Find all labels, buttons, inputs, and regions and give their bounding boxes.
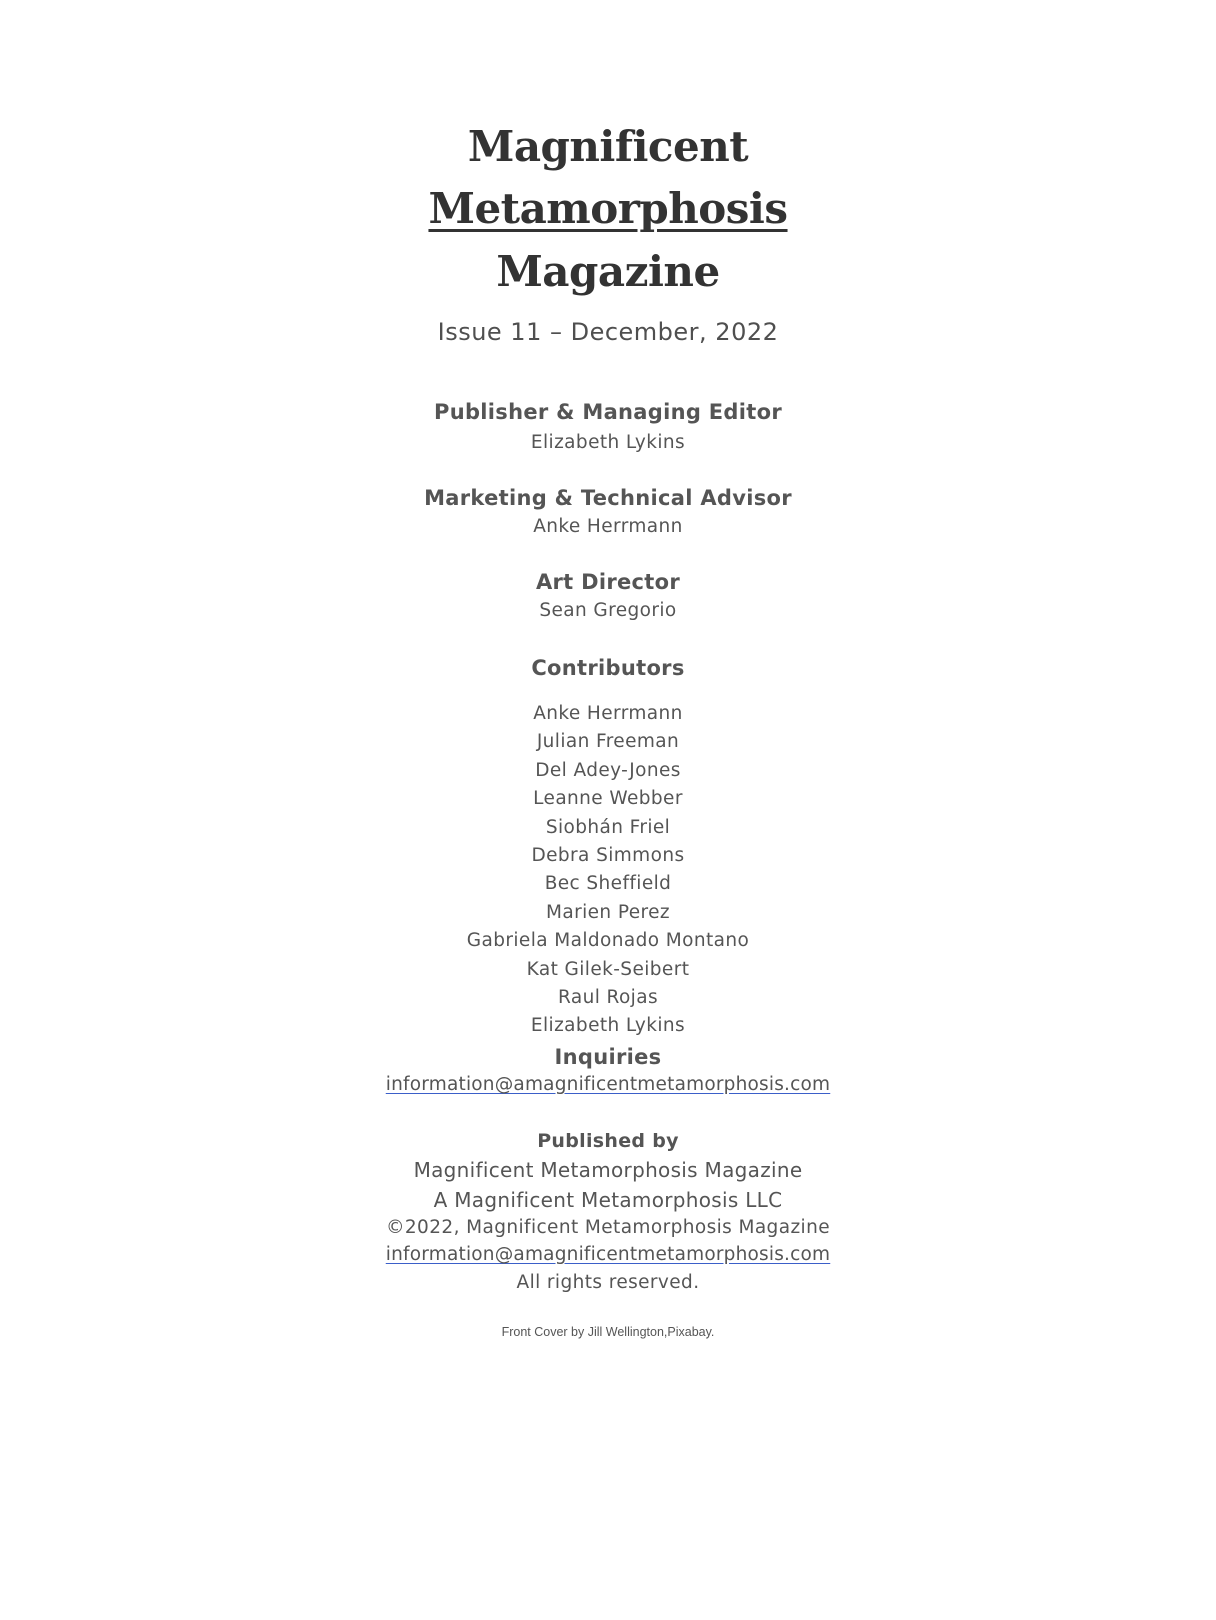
- contributor-item: Gabriela Maldonado Montano: [466, 930, 750, 952]
- contributor-item: Raul Rojas: [558, 986, 658, 1008]
- role-marketing-advisor: Marketing & Technical Advisor: [424, 486, 792, 510]
- cover-credit: Front Cover by Jill Wellington,Pixabay.: [501, 1325, 715, 1339]
- contributor-item: Debra Simmons: [531, 844, 685, 866]
- contributor-item: Leanne Webber: [533, 788, 683, 810]
- contributor-item: Siobhán Friel: [545, 816, 671, 838]
- magazine-title-line-2-text: Metamorphosis: [428, 184, 788, 233]
- inquiries-heading: Inquiries: [554, 1045, 662, 1069]
- contributor-item: Bec Sheffield: [544, 873, 672, 895]
- rights-reserved: All rights reserved.: [516, 1272, 700, 1293]
- role-art-director: Art Director: [535, 570, 681, 594]
- publisher-email-link[interactable]: information@amagnificentmetamorphosis.com: [385, 1244, 831, 1265]
- copyright-line: ©2022, Magnificent Metamorphosis Magazine: [385, 1217, 830, 1238]
- magazine-title-line-3: Magazine: [496, 247, 720, 296]
- contributor-item: Marien Perez: [545, 901, 670, 923]
- name-publisher-editor: Elizabeth Lykins: [530, 432, 686, 453]
- contributor-item: Anke Herrmann: [533, 703, 683, 724]
- inquiries-email-row: [0, 1074, 1216, 1095]
- contributor-item: Elizabeth Lykins: [530, 1015, 686, 1037]
- contributor-item: Del Adey-Jones: [535, 759, 681, 781]
- issue-date: Issue 11 – December, 2022: [437, 318, 779, 346]
- publisher-email-row: [0, 1244, 1216, 1265]
- contributors-heading: Contributors: [531, 656, 685, 680]
- role-publisher-editor: Publisher & Managing Editor: [434, 400, 782, 424]
- contributor-item: Julian Freeman: [536, 731, 680, 753]
- published-by-heading: Published by: [537, 1130, 679, 1152]
- contributor-item: Kat Gilek-Seibert: [526, 958, 690, 980]
- publisher-name: Magnificent Metamorphosis Magazine: [413, 1158, 803, 1182]
- contributors-list: [0, 700, 1216, 1041]
- magazine-title-line-2: [0, 184, 1216, 233]
- magazine-title-line-1: Magnificent: [467, 122, 749, 171]
- publisher-company: A Magnificent Metamorphosis LLC: [433, 1188, 783, 1212]
- name-marketing-advisor: Anke Herrmann: [533, 516, 683, 537]
- inquiries-email-link[interactable]: information@amagnificentmetamorphosis.com: [385, 1074, 831, 1095]
- name-art-director: Sean Gregorio: [539, 600, 677, 621]
